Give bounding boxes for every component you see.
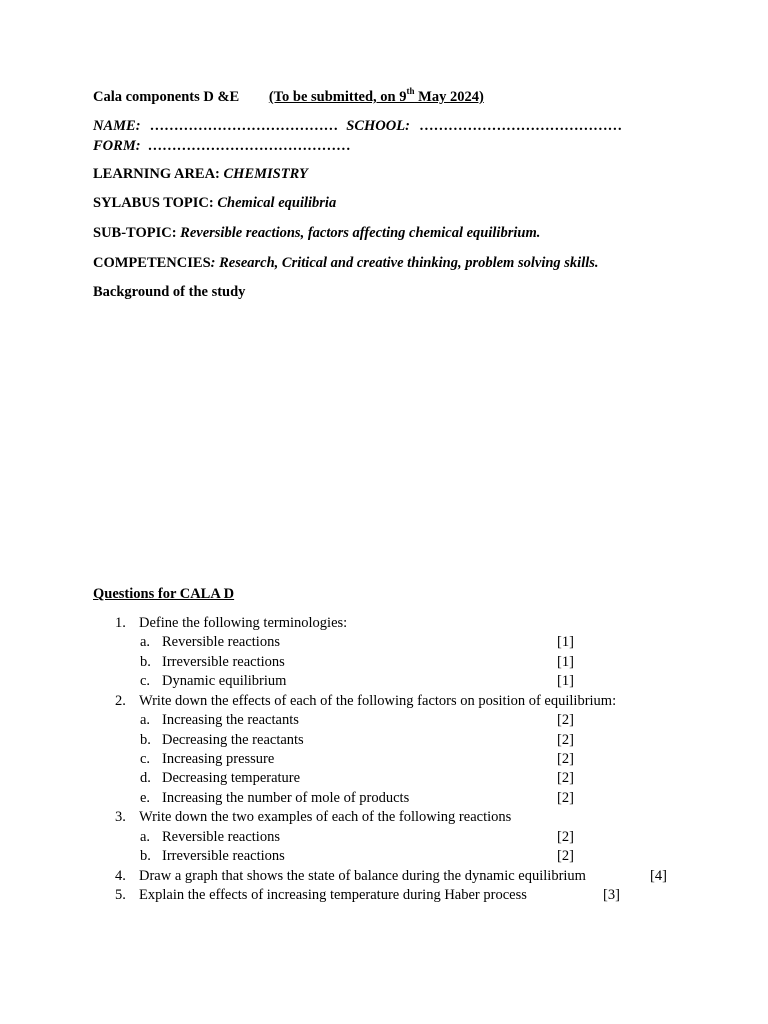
sub-question-text: Irreversible reactions xyxy=(162,654,285,670)
sub-question-text: Decreasing the reactants xyxy=(162,732,304,748)
learning-area-row xyxy=(93,165,308,183)
sub-question-letter: b. xyxy=(140,848,151,864)
marks-label: [2] xyxy=(557,751,574,767)
sub-question-text: Reversible reactions xyxy=(162,829,280,845)
learning-area-label: LEARNING AREA: xyxy=(93,166,220,182)
form-row xyxy=(93,137,351,155)
name-label: NAME: xyxy=(93,118,141,134)
competencies-value: : Research, Critical and creative thinking, problem solving skills. xyxy=(210,255,599,271)
question-number: 1. xyxy=(115,615,126,631)
form-field-dots: …………………………………… xyxy=(148,138,352,154)
question-number: 5. xyxy=(115,887,126,903)
competencies-row xyxy=(93,254,599,272)
sub-question-text: Reversible reactions xyxy=(162,634,280,650)
marks-label: [4] xyxy=(650,868,667,884)
question-number: 3. xyxy=(115,809,126,825)
marks-label: [1] xyxy=(557,654,574,670)
questions-heading: Questions for CALA D xyxy=(93,586,235,602)
marks-label: [2] xyxy=(557,829,574,845)
sub-topic-label: SUB-TOPIC: xyxy=(93,225,177,241)
question-text: Define the following terminologies: xyxy=(139,615,348,631)
marks-label: [1] xyxy=(557,634,574,650)
school-field-dots: …………………………………… xyxy=(419,118,623,134)
sub-question-letter: a. xyxy=(140,829,151,845)
form-label: FORM: xyxy=(93,138,141,154)
background-heading: Background of the study xyxy=(93,284,246,300)
document-title: Cala components D &E xyxy=(93,89,240,105)
sub-question-text: Irreversible reactions xyxy=(162,848,285,864)
marks-label: [3] xyxy=(603,887,620,903)
name-school-row xyxy=(93,117,623,135)
marks-label: [2] xyxy=(557,712,574,728)
sub-question-letter: a. xyxy=(140,634,151,650)
document-header xyxy=(93,88,484,106)
sub-question-text: Dynamic equilibrium xyxy=(162,673,287,689)
question-text: Explain the effects of increasing temperature during Haber process xyxy=(139,887,527,903)
sub-topic-value: Reversible reactions, factors affecting chemical equilibrium. xyxy=(180,225,541,241)
sub-question-text: Increasing the number of mole of products xyxy=(162,790,410,806)
sub-question-letter: e. xyxy=(140,790,151,806)
question-text: Write down the two examples of each of the following reactions xyxy=(139,809,512,825)
competencies-label: COMPETENCIES xyxy=(93,255,211,271)
sub-question-letter: c. xyxy=(140,673,151,689)
question-number: 2. xyxy=(115,693,126,709)
learning-area-value: CHEMISTRY xyxy=(223,166,308,182)
submission-date: (To be submitted, on 9th May 2024) xyxy=(268,86,484,105)
sub-question-text: Decreasing temperature xyxy=(162,770,301,786)
question-text: Write down the effects of each of the following factors on position of equilibrium: xyxy=(139,693,617,709)
marks-label: [2] xyxy=(557,732,574,748)
marks-label: [1] xyxy=(557,673,574,689)
marks-label: [2] xyxy=(557,770,574,786)
name-field-dots: ………………………………… xyxy=(150,118,339,134)
syllabus-topic-row xyxy=(93,194,336,212)
sub-question-letter: c. xyxy=(140,751,151,767)
sub-question-letter: b. xyxy=(140,654,151,670)
sub-question-letter: a. xyxy=(140,712,151,728)
marks-label: [2] xyxy=(557,790,574,806)
sub-question-letter: b. xyxy=(140,732,151,748)
question-number: 4. xyxy=(115,868,126,884)
sub-topic-row xyxy=(93,224,540,242)
school-label: SCHOOL: xyxy=(346,118,410,134)
sub-question-text: Increasing the reactants xyxy=(162,712,299,728)
question-text: Draw a graph that shows the state of balance during the dynamic equilibrium xyxy=(139,868,586,884)
marks-label: [2] xyxy=(557,848,574,864)
syllabus-topic-value: Chemical equilibria xyxy=(217,195,337,211)
syllabus-topic-label: SYLABUS TOPIC: xyxy=(93,195,214,211)
sub-question-letter: d. xyxy=(140,770,151,786)
sub-question-text: Increasing pressure xyxy=(162,751,275,767)
